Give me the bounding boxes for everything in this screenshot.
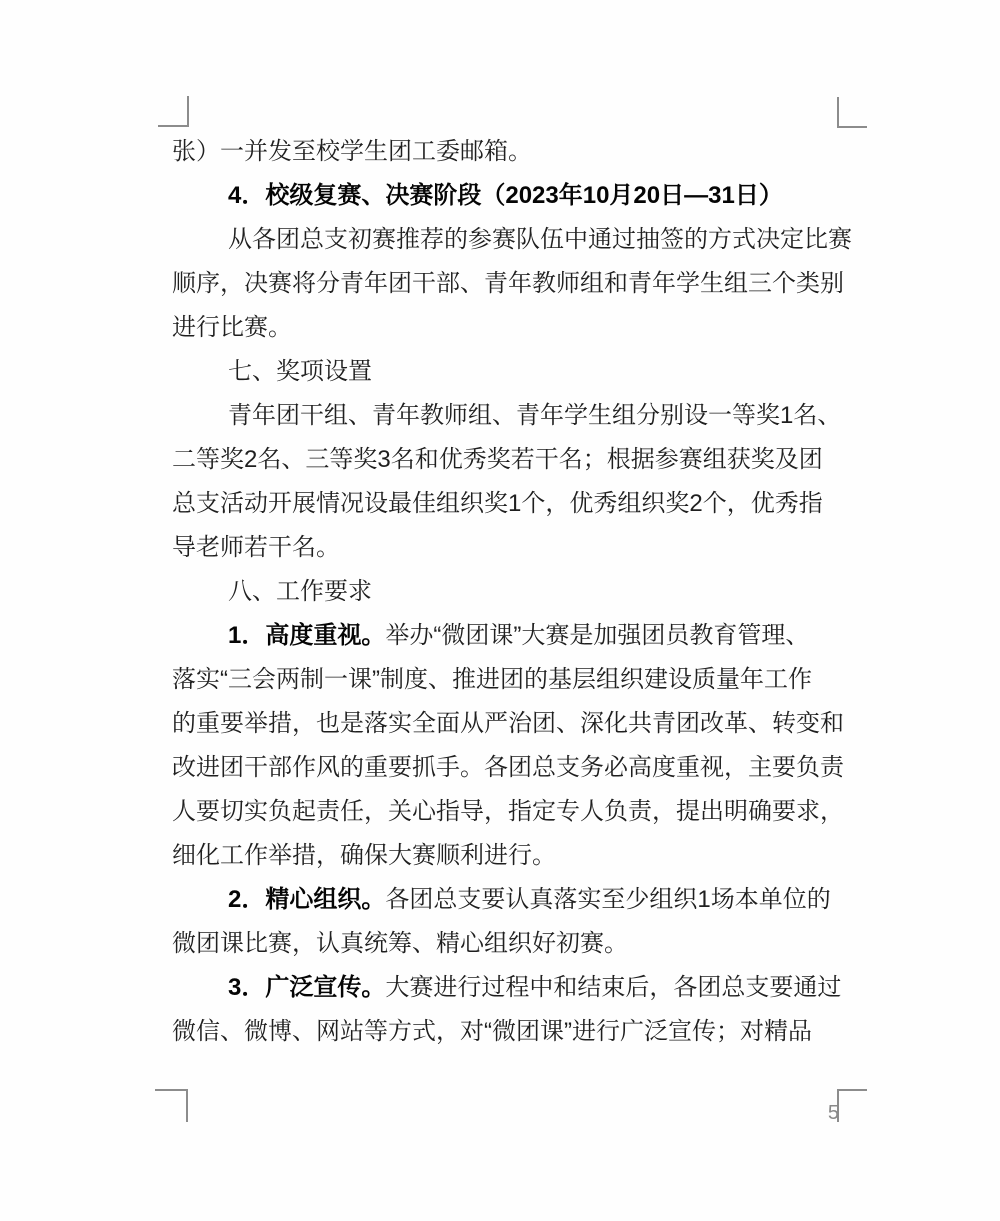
text-run: 七、奖项设置 (228, 358, 372, 385)
text-run: 细化工作举措，确保大赛顺利进行。 (172, 842, 556, 869)
text-line (172, 614, 867, 658)
text-run: 举办“微团课”大赛是加强团员教育管理、 (385, 622, 810, 649)
text-run: 进行比赛。 (172, 314, 292, 341)
text-line (172, 834, 867, 878)
text-line (172, 922, 867, 966)
text-line (172, 438, 867, 482)
text-run: 总支活动开展情况设最佳组织奖1个，优秀组织奖2个，优秀指 (172, 490, 823, 517)
text-line (172, 482, 867, 526)
text-line (172, 702, 867, 746)
text-run: 大赛进行过程中和结束后，各团总支要通过 (385, 974, 842, 1001)
text-line (172, 218, 867, 262)
text-line (172, 746, 867, 790)
text-line (172, 262, 867, 306)
text-run-bold: 2．精心组织。 (228, 886, 386, 913)
text-line (172, 130, 867, 174)
text-run: 顺序，决赛将分青年团干部、青年教师组和青年学生组三个类别 (172, 270, 844, 297)
text-run: 导老师若干名。 (172, 534, 340, 561)
text-run: 的重要举措，也是落实全面从严治团、深化共青团改革、转变和 (172, 710, 844, 737)
text-run: 张）一并发至校学生团工委邮箱。 (172, 138, 532, 165)
text-line (172, 878, 867, 922)
text-run: 微信、微博、网站等方式，对“微团课”进行广泛宣传；对精品 (172, 1018, 812, 1045)
text-line (172, 394, 867, 438)
text-run: 改进团干部作风的重要抓手。各团总支务必高度重视，主要负责 (172, 754, 844, 781)
text-run-bold: 1．高度重视。 (228, 622, 386, 649)
text-run: 落实“三会两制一课”制度、推进团的基层组织建设质量年工作 (172, 666, 812, 693)
text-boundary-mark-bottom-right (837, 1089, 867, 1122)
text-line (172, 966, 867, 1010)
text-boundary-mark-top-left (158, 96, 189, 127)
text-run: 八、工作要求 (228, 578, 372, 605)
text-line (172, 790, 867, 834)
text-run: 青年团干组、青年教师组、青年学生组分别设一等奖1名、 (228, 402, 842, 429)
text-run: 从各团总支初赛推荐的参赛队伍中通过抽签的方式决定比赛 (228, 226, 852, 253)
text-line (172, 658, 867, 702)
text-run: 微团课比赛，认真统筹、精心组织好初赛。 (172, 930, 628, 957)
text-line (172, 526, 867, 570)
heading-line (172, 174, 867, 218)
section-heading-line (172, 570, 867, 614)
text-run-bold: 3．广泛宣传。 (228, 974, 386, 1001)
text-boundary-mark-top-right (837, 97, 867, 128)
document-body (172, 130, 867, 1054)
text-run: 二等奖2名、三等奖3名和优秀奖若干名；根据参赛组获奖及团 (172, 446, 823, 473)
page-number: 5 (827, 1102, 839, 1124)
section-heading-line (172, 350, 867, 394)
text-line (172, 306, 867, 350)
text-run-bold: 4．校级复赛、决赛阶段（2023年10月20日—31日） (228, 182, 783, 209)
text-run: 人要切实负起责任，关心指导，指定专人负责，提出明确要求， (172, 798, 844, 825)
text-run: 各团总支要认真落实至少组织1场本单位的 (385, 886, 831, 913)
text-line (172, 1010, 867, 1054)
text-boundary-mark-bottom-left (155, 1089, 188, 1122)
